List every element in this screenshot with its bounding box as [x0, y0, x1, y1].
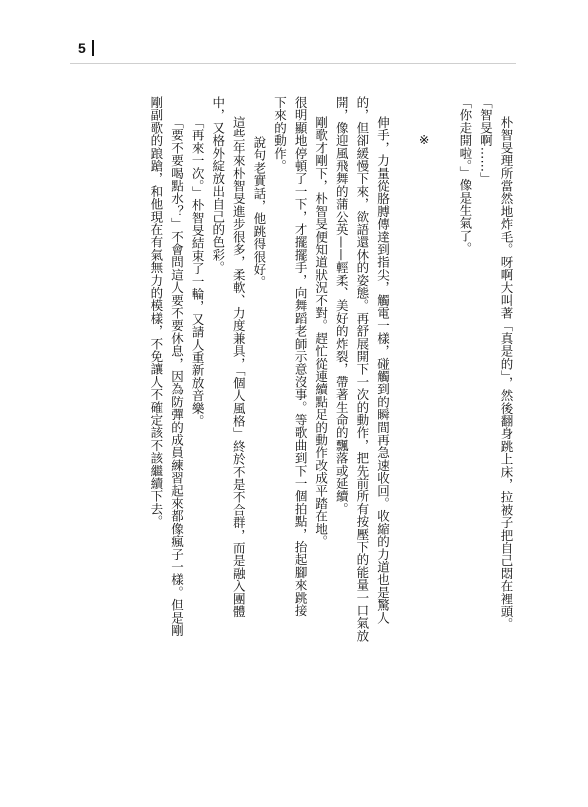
page-number-bar	[92, 40, 94, 56]
text-line: 開，像迎風飛舞的蒲公英——輕柔、美好的炸裂，帶著生命的飄落或延續。	[334, 96, 350, 516]
blank-line	[434, 96, 455, 756]
text-line: 「你走開啦。」像是生氣了。	[457, 96, 473, 255]
page-number: 5	[78, 40, 86, 56]
text-line: 剛歌才剛下，朴智旻便知道狀況不對。趕忙從連續點足的動作改成平踏在地。	[313, 116, 329, 548]
text-line: 朴智旻理所當然地炸毛。呀啊大叫著「真是的」，然後翻身跳上床，拉被子把自己悶在裡頭。	[499, 116, 514, 631]
text-line: 下來的動作。	[272, 96, 288, 173]
section-break: ※	[416, 132, 432, 148]
text-line: 中，又格外綻放出自己的色彩。	[210, 96, 226, 274]
text-line: 「要不要喝點水？」不會問這人要不要休息，因為防彈的成員練習起來都像瘋子一樣。但是剛	[169, 116, 185, 637]
text-line: 「智旻啊……」	[478, 96, 494, 185]
text-line: 的，但卻緩慢下來，欲語還休的姿態。再舒展開下一次的動作，把先前所有按壓下的能量一口氣放	[354, 96, 370, 643]
text-line: 伸手，力量從胳膊傳達到指尖，觸電一樣，碰觸到的瞬間再急速收回。收縮的力道也是驚人	[375, 116, 391, 624]
body-text	[145, 96, 516, 756]
text-line: 很明顯地停頓了一下，才擺擺手，向舞蹈老師示意沒事。等歌曲到下一個拍點，抬起腳來跳接	[293, 96, 309, 617]
text-line: 「再來一次。」朴智旻結束了一輪，又請人重新放音樂。	[190, 116, 206, 428]
text-line: 這些年來朴智旻進步很多，柔軟、力度兼具，「個人風格」終於不是不合群，而是融入團體	[231, 116, 247, 618]
blank-line	[392, 96, 413, 756]
text-line: 剛副歌的踉蹌，和他現在有氣無力的模樣，不免讓人不確定該不該繼續下去。	[148, 96, 164, 528]
header-rule	[70, 63, 516, 64]
text-line: 說句老實話，他跳得很好。	[251, 136, 267, 289]
